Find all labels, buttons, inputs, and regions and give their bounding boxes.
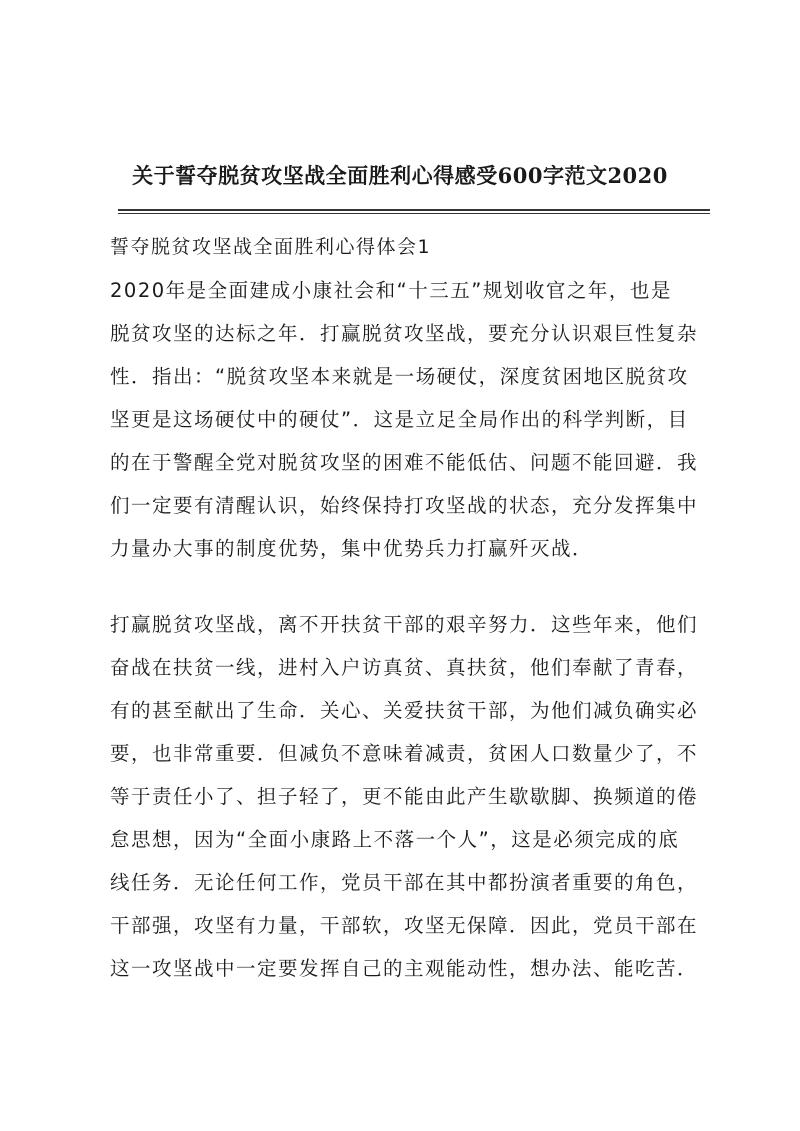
paragraph-line: 要，也非常重要．但减负不意味着减责，贫困人口数量少了，不: [110, 742, 699, 765]
paragraph-line: 力量办大事的制度优势，集中优势兵力打赢歼灭战．: [110, 537, 594, 560]
paragraph-line: 怠思想，因为“全面小康路上不落一个人”，这是必须完成的底: [110, 828, 680, 851]
paragraph-line: 的在于警醒全党对脱贫攻坚的困难不能低估、问题不能回避．我: [110, 451, 699, 474]
section-heading: 誓夺脱贫攻坚战全面胜利心得体会1: [110, 236, 432, 258]
paragraph-line: 打赢脱贫攻坚战，离不开扶贫干部的艰辛努力．这些年来，他们: [110, 613, 699, 636]
paragraph-line: 有的甚至献出了生命．关心、关爱扶贫干部，为他们减负确实必: [110, 699, 699, 722]
paragraph-line: 2020年是全面建成小康社会和“十三五”规划收官之年，也是: [110, 279, 672, 302]
paragraph-line: 线任务．无论任何工作，党员干部在其中都扮演者重要的角色，: [110, 871, 699, 894]
paragraph-line: 们一定要有清醒认识，始终保持打攻坚战的状态，充分发挥集中: [110, 494, 699, 517]
paragraph-line: 性．指出：“脱贫攻坚本来就是一场硬仗，深度贫困地区脱贫攻: [110, 365, 689, 388]
paragraph-line: 脱贫攻坚的达标之年．打赢脱贫攻坚战，要充分认识艰巨性复杂: [110, 322, 699, 345]
title-divider-thin: [118, 213, 710, 214]
paragraph-line: 等于责任小了、担子轻了，更不能由此产生歇歇脚、换频道的倦: [110, 785, 699, 808]
paragraph-line: 奋战在扶贫一线，进村入户访真贫、真扶贫，他们奉献了青春，: [110, 656, 699, 679]
paragraph-line: 坚更是这场硬仗中的硬仗”．这是立足全局作出的科学判断，目: [110, 408, 689, 431]
title-divider: [118, 209, 710, 211]
paragraph-line: 干部强，攻坚有力量，干部软，攻坚无保障．因此，党员干部在: [110, 914, 699, 937]
document-title: 关于誓夺脱贫攻坚战全面胜利心得感受600字范文2020: [132, 163, 668, 188]
paragraph-line: 这一攻坚战中一定要发挥自己的主观能动性，想办法、能吃苦．: [110, 957, 699, 980]
